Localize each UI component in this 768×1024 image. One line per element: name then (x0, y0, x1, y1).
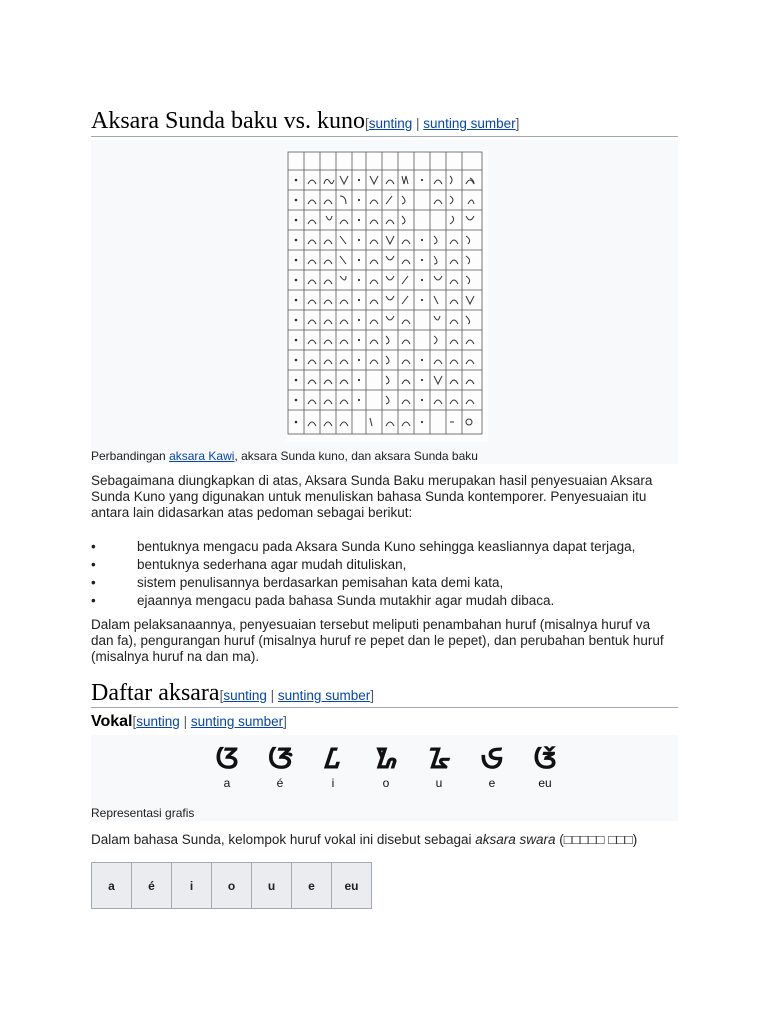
table-cell: o (212, 863, 252, 909)
list-item: • bentuknya sederhana agar mudah dituliskan, (91, 557, 407, 572)
section-title: Daftar aksara (91, 680, 220, 706)
section-divider (91, 136, 678, 137)
list-item: • bentuknya mengacu pada Aksara Sunda Kuno sehingga keasliannya dapat terjaga, (91, 539, 636, 554)
vowel-glyph-eu: ᮉ (532, 743, 558, 774)
vowel-latin-e-acute: é (276, 776, 284, 790)
aksara-kawi-link[interactable]: aksara Kawi (169, 449, 235, 463)
vowel-glyph-i: ᮄ (325, 743, 341, 774)
vowel-glyph-u: ᮅ (428, 743, 450, 774)
vokal-paragraph: Dalam bahasa Sunda, kelompok huruf vokal ini disebut sebagai aksara swara (□□□□□ □□□) (91, 832, 638, 847)
edit-source-link[interactable]: sunting sumber (277, 688, 371, 703)
subsection-title: Vokal (91, 713, 133, 730)
section-heading-daftar-aksara (91, 680, 374, 707)
intro-paragraph: Sebagaimana diungkapkan di atas, Aksara Sunda Baku merupakan hasil penyesuaian Aksara Sunda Kuno yang digunakan untuk menuliskan bahasa Sunda kontemporer. Penyesuaian itu antara lain didasarkan atas pedoman sebagai berikut: (91, 473, 653, 520)
edit-links: [sunting | sunting sumber] (364, 116, 520, 131)
bullet-marker: • (91, 557, 96, 572)
vowel-latin-a: a (223, 776, 231, 790)
table-cell: i (172, 863, 212, 909)
edit-link[interactable]: sunting (223, 688, 267, 703)
edit-source-link[interactable]: sunting sumber (423, 116, 516, 131)
edit-link[interactable]: sunting (136, 714, 180, 729)
vowel-glyph-a: ᮃ (214, 743, 240, 774)
section-heading-baku-vs-kuno (91, 108, 519, 135)
vowel-latin-i: i (331, 776, 335, 790)
vowel-latin-e: e (488, 776, 496, 790)
table-cell: é (132, 863, 172, 909)
vowel-latin-u: u (435, 776, 443, 790)
table-cell: u (252, 863, 292, 909)
vowel-glyph-o: ᮇ (374, 743, 398, 774)
figure-caption: Perbandingan aksara Kawi, aksara Sunda kuno, dan aksara Sunda baku (91, 449, 478, 463)
vowel-figure (91, 735, 678, 821)
edit-link[interactable]: sunting (368, 116, 413, 131)
list-item: • ejaannya mengacu pada bahasa Sunda mutakhir agar mudah dibaca. (91, 593, 555, 608)
edit-links: [sunting | sunting sumber] (132, 714, 287, 729)
section-title: Aksara Sunda baku vs. kuno (91, 108, 365, 134)
implementation-paragraph: Dalam pelaksanaannya, penyesuaian tersebut meliputi penambahan huruf (misalnya huruf va dan fa), pengurangan huruf (misalnya huruf re pepet dan le pepet), dan perubahan bentuk huruf (misalnya huruf na dan ma). (91, 617, 664, 664)
vowel-latin-o: o (382, 776, 390, 790)
vowel-glyph-e-acute: ᮆ (267, 743, 293, 774)
bullet-marker: • (91, 539, 96, 554)
edit-source-link[interactable]: sunting sumber (190, 714, 284, 729)
section-divider (91, 707, 678, 708)
bullet-marker: • (91, 575, 96, 590)
vowel-latin-eu: eu (538, 776, 552, 790)
vowel-table (91, 862, 372, 909)
script-comparison-image[interactable] (286, 150, 488, 442)
table-cell: eu (332, 863, 372, 909)
subsection-heading-vokal (91, 713, 287, 731)
edit-links: [sunting | sunting sumber] (219, 688, 374, 703)
table-cell: a (92, 863, 132, 909)
bullet-marker: • (91, 593, 96, 608)
vowel-glyph-e: ᮈ (480, 743, 504, 774)
table-row (92, 863, 372, 909)
vowel-figure-caption: Representasi grafis (91, 806, 195, 820)
list-item: • sistem penulisannya berdasarkan pemisahan kata demi kata, (91, 575, 504, 590)
guidelines-list (91, 538, 691, 610)
table-cell: e (292, 863, 332, 909)
